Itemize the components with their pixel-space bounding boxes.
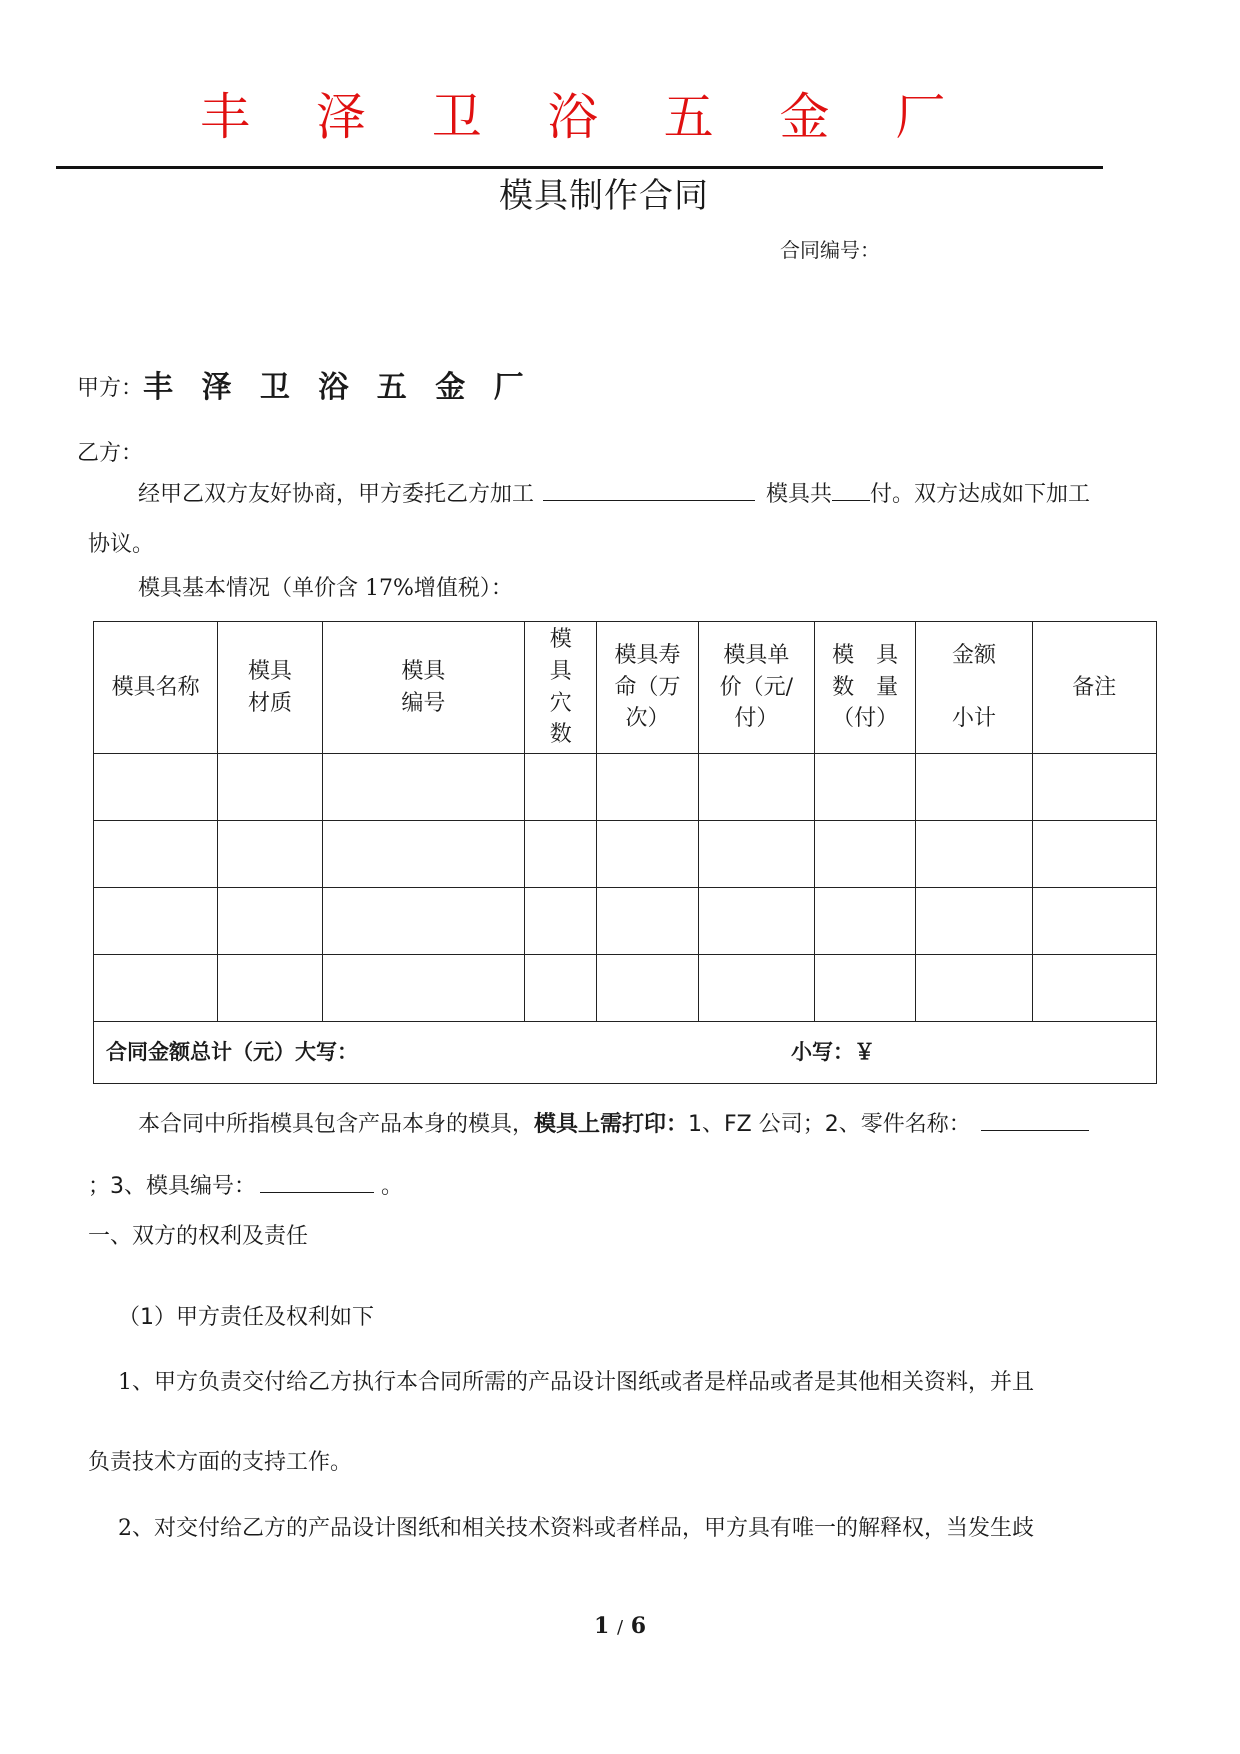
company-header: 丰 泽 卫 浴 五 金 厂 bbox=[200, 88, 971, 146]
table-cell[interactable] bbox=[1032, 754, 1156, 821]
table-cell[interactable] bbox=[322, 754, 525, 821]
table-cell[interactable] bbox=[1032, 955, 1156, 1022]
printing-note-line-2 bbox=[88, 1174, 403, 1200]
table-cell[interactable] bbox=[1032, 888, 1156, 955]
header-text: 备注 bbox=[1072, 674, 1117, 700]
header-text: 模具寿 命（万 次） bbox=[614, 642, 681, 732]
mold-number-blank[interactable] bbox=[260, 1174, 374, 1193]
part-name-blank[interactable] bbox=[981, 1112, 1089, 1131]
total-upper-label: 合同金额总计（元）大写： bbox=[106, 1040, 358, 1065]
header-text: 模具单 价（元/ 付） bbox=[719, 642, 794, 732]
page-current: 1 bbox=[593, 1613, 610, 1639]
header-text: 模具 材质 bbox=[247, 658, 292, 716]
table-cell[interactable] bbox=[94, 754, 218, 821]
party-b-label: 乙方： bbox=[77, 441, 144, 466]
header-divider bbox=[56, 166, 1103, 169]
item-1-line-1: 1、甲方负责交付给乙方执行本合同所需的产品设计图纸或者是样品或者是其他相关资料，并且 bbox=[118, 1370, 1035, 1395]
intro-line-1 bbox=[138, 482, 1090, 508]
table-cell[interactable] bbox=[1032, 821, 1156, 888]
table-cell[interactable] bbox=[916, 955, 1032, 1022]
table-cell[interactable] bbox=[698, 821, 814, 888]
total-cell[interactable] bbox=[94, 1022, 1157, 1084]
header-mold-name bbox=[94, 622, 218, 754]
header-text: 模 具 数 量 （付） bbox=[832, 642, 899, 732]
printing-note-line2-suffix: 。 bbox=[374, 1174, 403, 1199]
table-cell[interactable] bbox=[815, 821, 916, 888]
printing-note-prefix: 本合同中所指模具包含产品本身的模具， bbox=[138, 1112, 535, 1137]
total-lower-label: 小写：￥ bbox=[791, 1040, 875, 1065]
party-a-name: 丰 泽 卫 浴 五 金 厂 bbox=[143, 370, 533, 405]
document-title: 模具制作合同 bbox=[499, 176, 709, 216]
table-cell[interactable] bbox=[218, 888, 322, 955]
table-cell[interactable] bbox=[698, 955, 814, 1022]
table-cell[interactable] bbox=[94, 888, 218, 955]
table-cell[interactable] bbox=[698, 754, 814, 821]
table-cell[interactable] bbox=[525, 754, 597, 821]
header-amount-subtotal bbox=[916, 622, 1032, 754]
page-separator: / bbox=[616, 1617, 624, 1638]
header-unit-price bbox=[698, 622, 814, 754]
table-cell[interactable] bbox=[815, 955, 916, 1022]
printing-note-mid: 1、FZ 公司；2、零件名称： bbox=[688, 1112, 971, 1137]
table-cell[interactable] bbox=[815, 754, 916, 821]
table-cell[interactable] bbox=[525, 821, 597, 888]
table-cell[interactable] bbox=[815, 888, 916, 955]
table-cell[interactable] bbox=[218, 754, 322, 821]
intro-middle: 模具共 bbox=[766, 482, 833, 507]
table-cell[interactable] bbox=[218, 955, 322, 1022]
header-mold-life bbox=[597, 622, 698, 754]
intro-line-2: 协议。 bbox=[88, 532, 155, 557]
subsection-1-title: （1）甲方责任及权利如下 bbox=[118, 1305, 374, 1330]
table-cell[interactable] bbox=[698, 888, 814, 955]
table-cell[interactable] bbox=[597, 888, 698, 955]
mold-name-blank[interactable] bbox=[543, 482, 755, 501]
table-cell[interactable] bbox=[322, 955, 525, 1022]
header-mold-material bbox=[218, 622, 322, 754]
header-text: 模具 编号 bbox=[401, 658, 446, 716]
header-text: 模具名称 bbox=[111, 674, 200, 700]
table-cell[interactable] bbox=[525, 888, 597, 955]
table-cell[interactable] bbox=[94, 821, 218, 888]
header-quantity bbox=[815, 622, 916, 754]
printing-note-bold: 模具上需打印： bbox=[534, 1112, 689, 1137]
contract-number-label: 合同编号： bbox=[780, 238, 880, 262]
table-cell[interactable] bbox=[597, 955, 698, 1022]
party-a-label: 甲方： bbox=[77, 376, 144, 401]
table-cell[interactable] bbox=[916, 754, 1032, 821]
table-cell[interactable] bbox=[916, 888, 1032, 955]
table-row bbox=[94, 754, 1157, 821]
header-mold-number bbox=[322, 622, 525, 754]
table-row bbox=[94, 955, 1157, 1022]
table-row bbox=[94, 821, 1157, 888]
header-cavity-count bbox=[525, 622, 597, 754]
table-cell[interactable] bbox=[597, 821, 698, 888]
table-cell[interactable] bbox=[597, 754, 698, 821]
header-remarks bbox=[1032, 622, 1156, 754]
printing-note-line-1 bbox=[138, 1112, 1089, 1138]
item-1-line-2: 负责技术方面的支持工作。 bbox=[88, 1450, 353, 1475]
table-cell[interactable] bbox=[916, 821, 1032, 888]
mold-count-blank[interactable] bbox=[832, 482, 870, 501]
intro-suffix: 付。双方达成如下加工 bbox=[870, 482, 1091, 507]
table-row bbox=[94, 888, 1157, 955]
table-cell[interactable] bbox=[322, 821, 525, 888]
intro-prefix: 经甲乙双方友好协商，甲方委托乙方加工 bbox=[138, 482, 535, 507]
party-a bbox=[77, 362, 533, 406]
header-text: 金额 小计 bbox=[951, 642, 996, 732]
page-total: 6 bbox=[630, 1613, 647, 1639]
page-number bbox=[0, 1613, 1240, 1639]
total-row bbox=[94, 1022, 1157, 1084]
table-cell[interactable] bbox=[525, 955, 597, 1022]
table-header-row bbox=[94, 622, 1157, 754]
mold-info-heading: 模具基本情况（单价含 17%增值税）： bbox=[138, 576, 513, 601]
printing-note-line2-prefix: ；3、模具编号： bbox=[88, 1174, 256, 1199]
table-cell[interactable] bbox=[218, 821, 322, 888]
table-cell[interactable] bbox=[322, 888, 525, 955]
table-cell[interactable] bbox=[94, 955, 218, 1022]
section-1-title: 一、双方的权利及责任 bbox=[88, 1224, 309, 1249]
header-text: 模 具 穴 数 bbox=[549, 626, 572, 748]
mold-spec-table bbox=[93, 621, 1157, 1084]
item-2-line-1: 2、对交付给乙方的产品设计图纸和相关技术资料或者样品，甲方具有唯一的解释权，当发生歧 bbox=[118, 1516, 1035, 1541]
